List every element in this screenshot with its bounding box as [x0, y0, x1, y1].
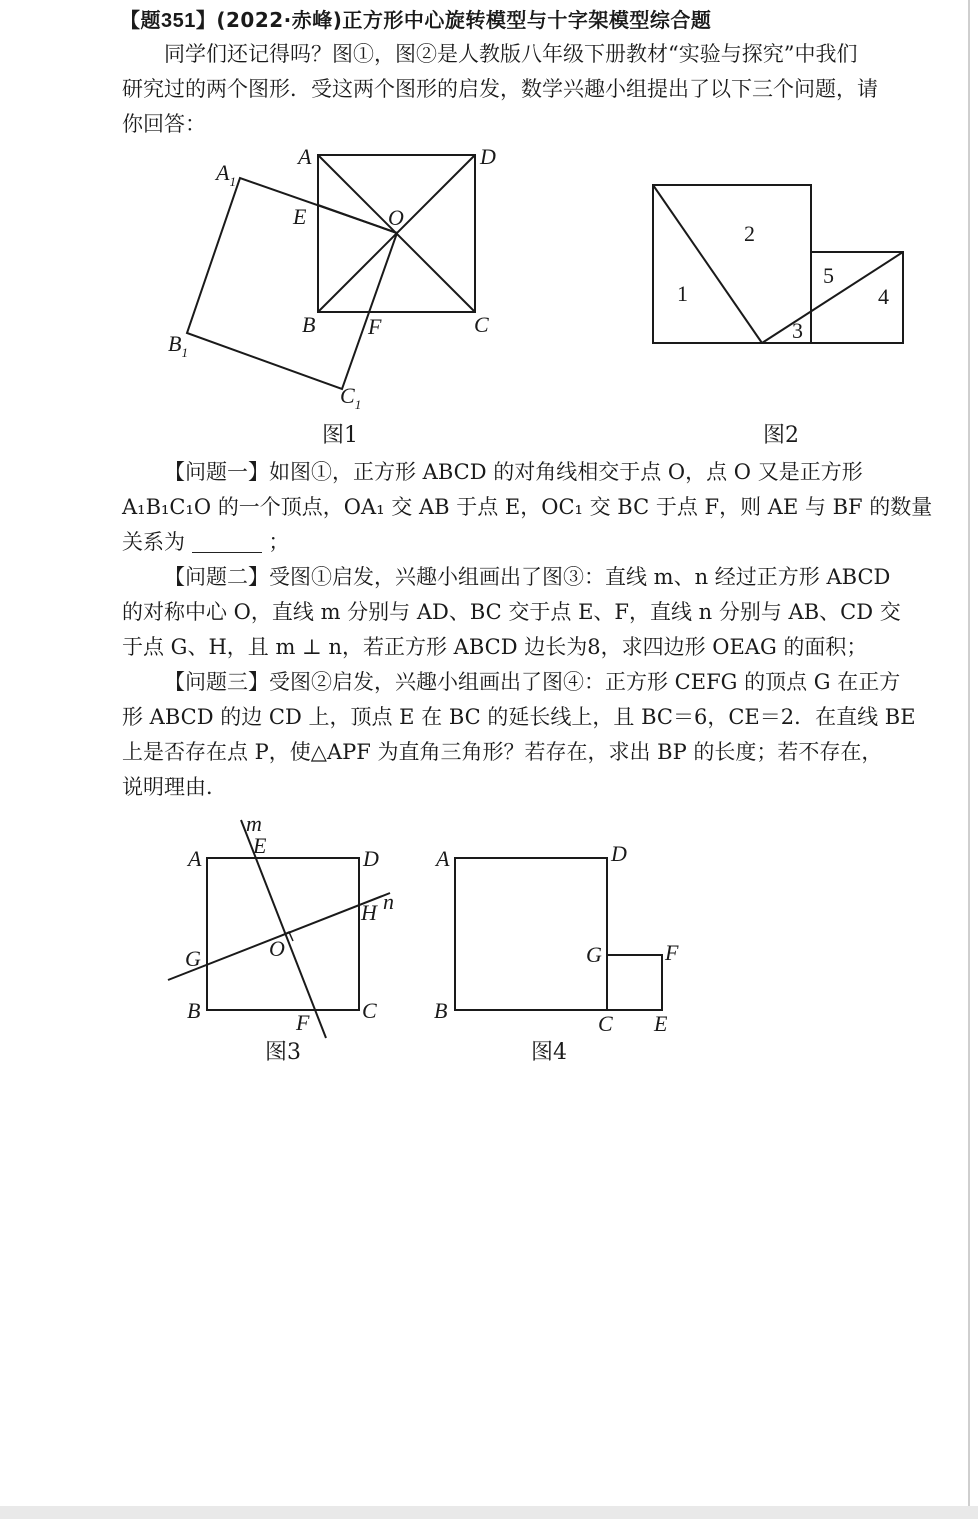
label-g: G: [185, 946, 201, 971]
label-e: E: [654, 1011, 668, 1036]
label-f: F: [368, 314, 382, 339]
label-h: H: [361, 900, 377, 925]
question-1-line: 关系为 ；: [122, 530, 290, 554]
question-2-line: 【问题二】受图①启发，兴趣小组画出了图③：直线 m、n 经过正方形 ABCD: [164, 565, 891, 589]
problem-source: (2022·赤峰): [216, 8, 343, 32]
caption-figure-2: 图2: [763, 423, 799, 448]
question-3-line: 上是否存在点 P，使△APF 为直角三角形？若存在，求出 BP 的长度；若不存在，: [122, 740, 883, 764]
label-c: C: [474, 312, 489, 337]
label-n: n: [383, 889, 394, 914]
question-1-line: A₁B₁C₁O 的一个顶点，OA₁ 交 AB 于点 E，OC₁ 交 BC 于点 F，则 AE 与 BF 的数量: [122, 495, 933, 519]
problem-name: 正方形中心旋转模型与十字架模型综合题: [342, 8, 712, 32]
label-o: O: [269, 936, 285, 961]
intro-line: 同学们还记得吗？图①，图②是人教版八年级下册教材“实验与探究”中我们: [164, 42, 858, 66]
label-a: A: [436, 846, 450, 871]
question-3-line: 【问题三】受图②启发，兴趣小组画出了图④：正方形 CEFG 的顶点 G 在正方: [164, 670, 901, 694]
question-1-line: 【问题一】如图①，正方形 ABCD 的对角线相交于点 O，点 O 又是正方形: [164, 460, 863, 484]
label-b: B: [187, 998, 201, 1023]
label-d: D: [611, 841, 627, 866]
label-a: A: [298, 144, 312, 169]
caption-figure-4: 图4: [531, 1040, 567, 1065]
label-e: E: [253, 833, 267, 858]
page-edge-bottom: [0, 1506, 978, 1519]
label-b1: $B_1$: [168, 331, 188, 360]
region-1: 1: [677, 281, 688, 306]
label-e: E: [293, 204, 307, 229]
label-c1: $C_1$: [340, 383, 362, 412]
label-c: C: [362, 998, 377, 1023]
label-f: F: [296, 1010, 310, 1035]
intro-line: 你回答：: [122, 112, 206, 136]
intro-line: 研究过的两个图形．受这两个图形的启发，数学兴趣小组提出了以下三个问题，请: [122, 77, 878, 101]
region-4: 4: [878, 284, 889, 309]
region-3: 3: [792, 318, 803, 343]
label-a1: $A_1$: [216, 160, 236, 189]
label-o: O: [388, 205, 404, 230]
label-f: F: [665, 940, 679, 965]
question-2-line: 于点 G、H，且 m ⊥ n，若正方形 ABCD 边长为8，求四边形 OEAG 的面积；: [122, 635, 868, 659]
label-m: m: [246, 811, 262, 836]
label-d: D: [363, 846, 379, 871]
label-d: D: [480, 144, 496, 169]
region-2: 2: [744, 221, 755, 246]
label-b: B: [434, 998, 448, 1023]
label-g: G: [586, 942, 602, 967]
problem-number: 【题351】: [120, 10, 217, 32]
label-c: C: [598, 1011, 613, 1036]
label-b: B: [302, 312, 316, 337]
square-abcd-4: [455, 858, 607, 1010]
caption-figure-3: 图3: [265, 1040, 301, 1065]
region-5: 5: [823, 263, 834, 288]
question-2-line: 的对称中心 O，直线 m 分别与 AD、BC 交于点 E、F，直线 n 分别与 AB、CD 交: [122, 600, 901, 624]
square-cefg: [607, 955, 662, 1010]
question-3-line: 形 ABCD 的边 CD 上，顶点 E 在 BC 的延长线上，且 BC＝6，CE＝2．在直线 BE: [122, 705, 916, 729]
label-a: A: [188, 846, 202, 871]
question-3-line: 说明理由．: [122, 775, 227, 799]
caption-figure-1: 图1: [322, 423, 358, 448]
